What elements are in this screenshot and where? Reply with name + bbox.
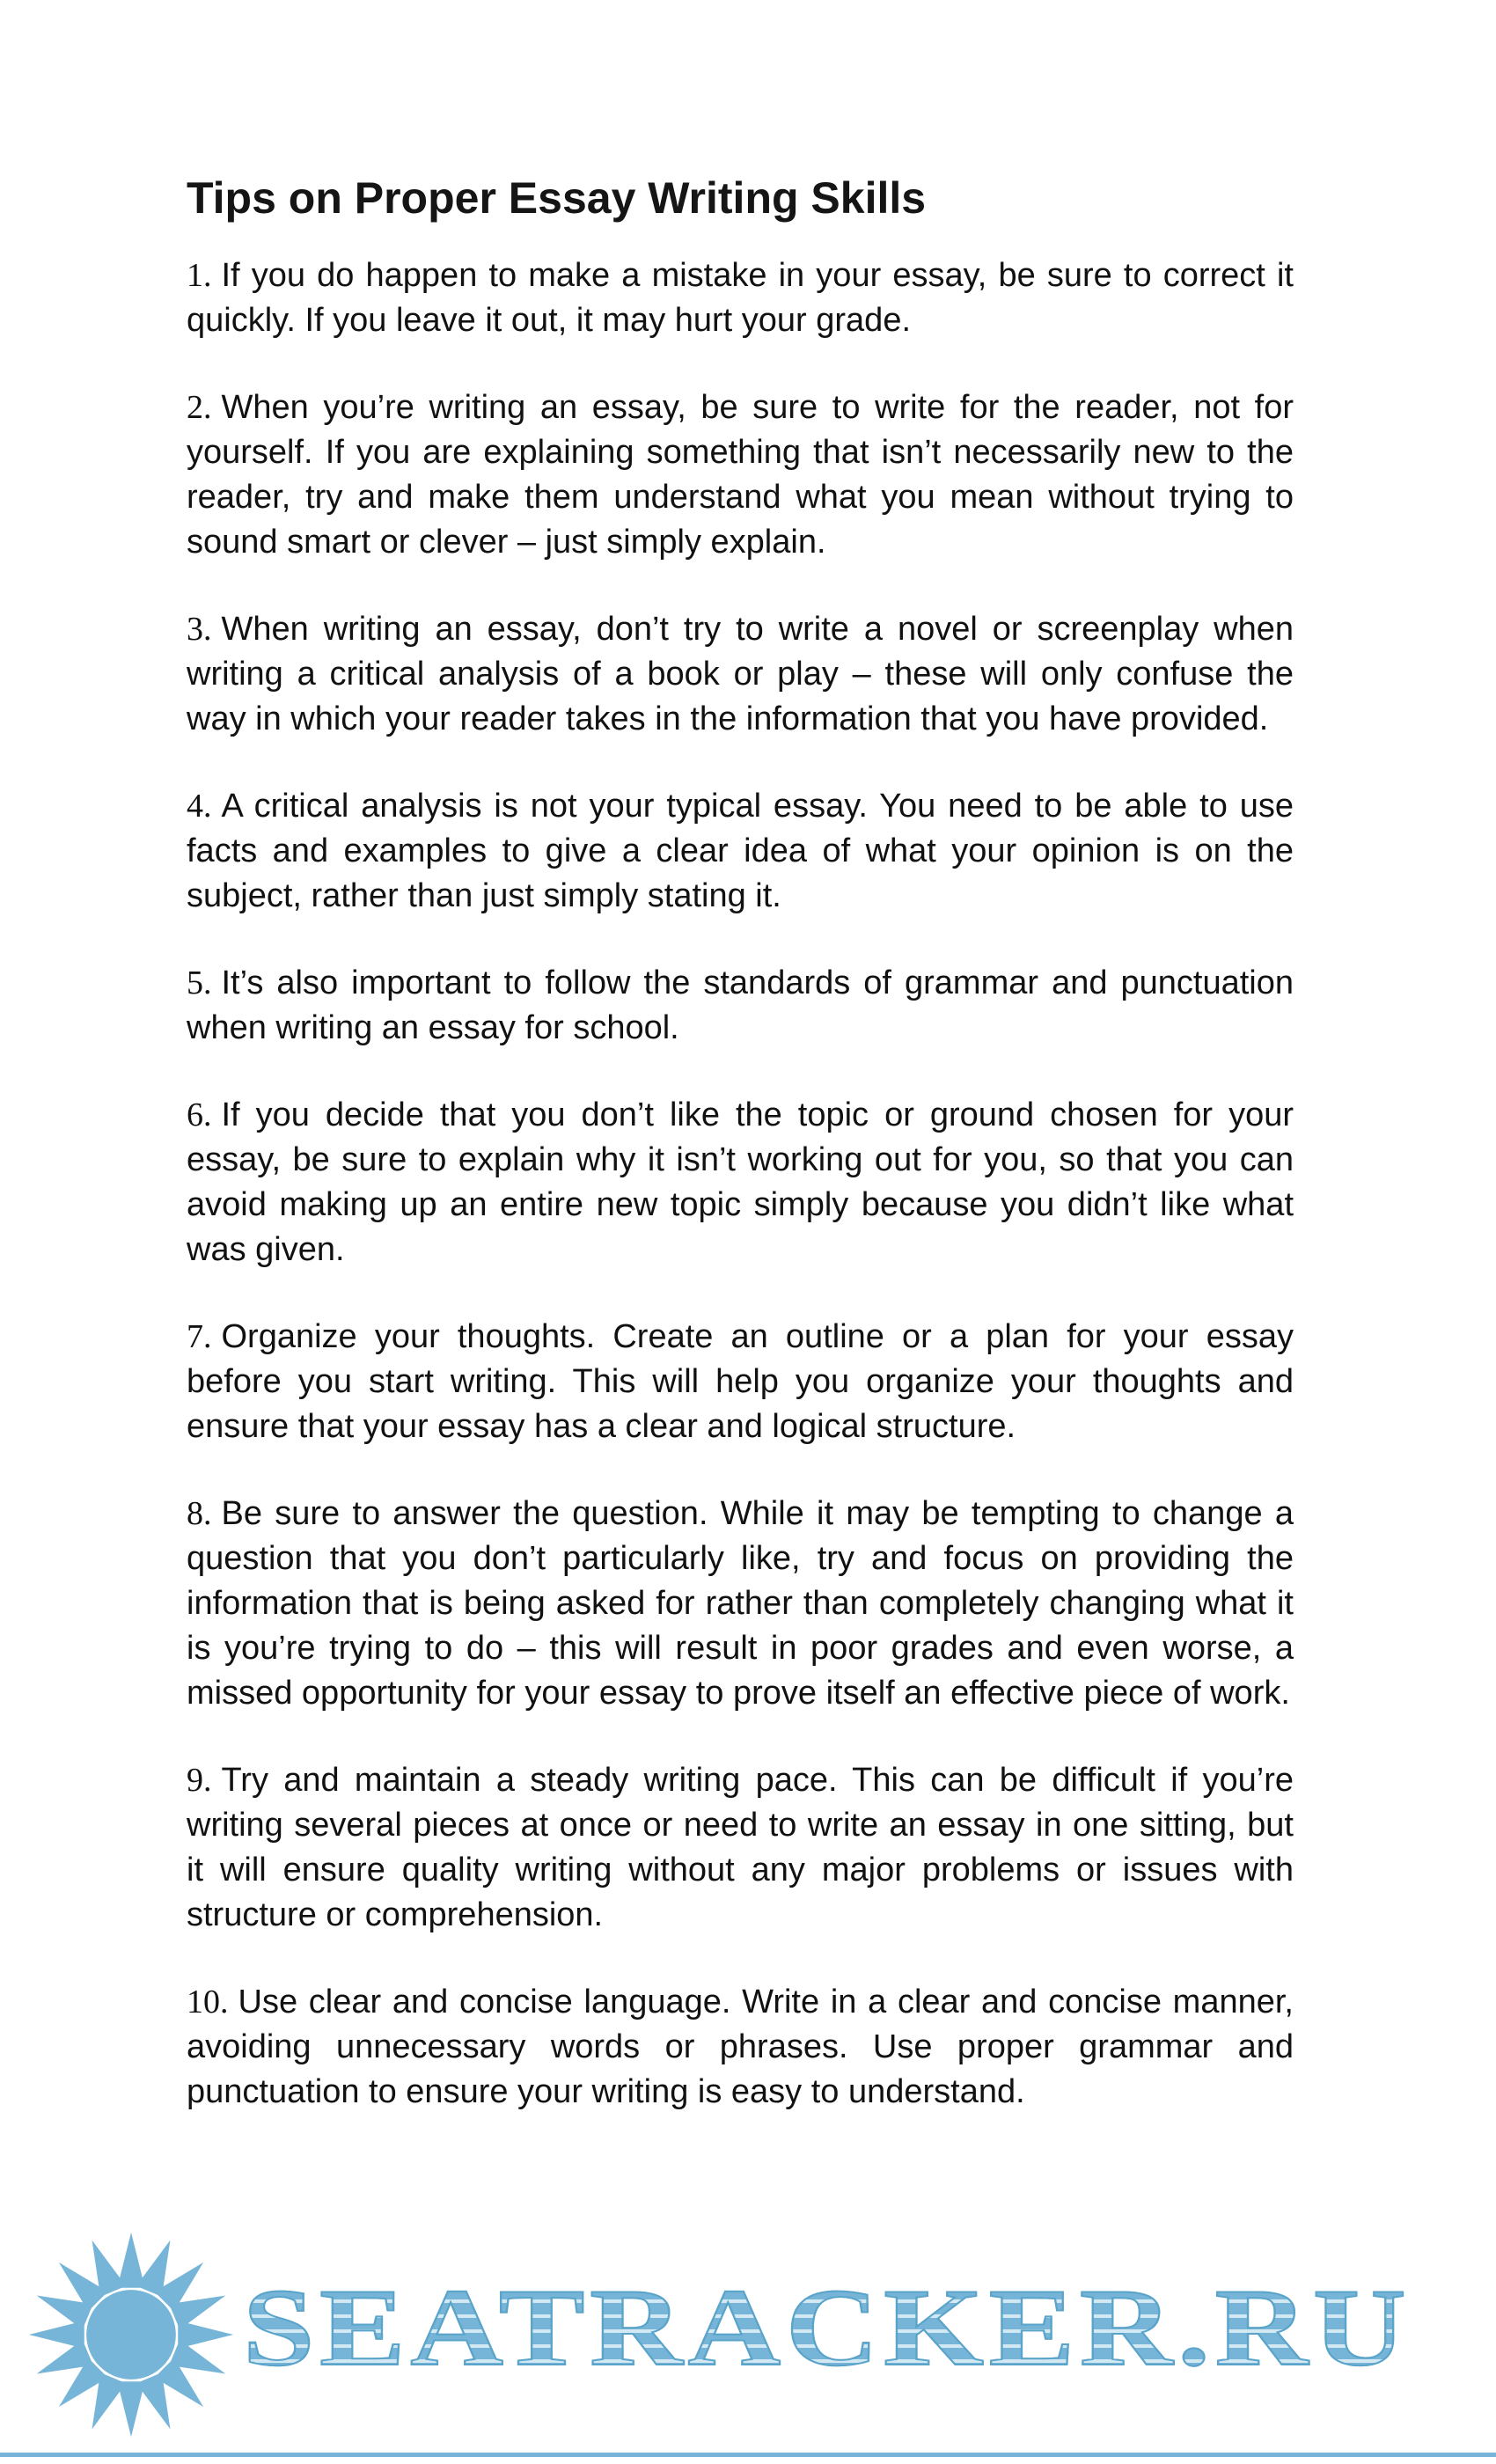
tip-number: 4. [187,788,212,825]
tip-text: When you’re writing an essay, be sure to write for the reader, not for yourself. If you are explaining something that isn’t necessarily new to the reader, try and make them understand what you mean without trying to sound smart or clever – just simply explain. [187,389,1294,561]
tip-text: Try and maintain a steady writing pace. This can be difficult if you’re writing several pieces at once or need to write an essay in one sitting, but it will ensure quality writing without any major problems or issues with structure or comprehension. [187,1762,1294,1933]
tip-paragraph [187,1980,1294,2115]
tip-paragraph [187,1093,1294,1272]
page-title: Tips on Proper Essay Writing Skills [187,173,927,223]
tip-paragraph [187,961,1294,1051]
tip-text: Use clear and concise language. Write in a clear and concise manner, avoiding unnecessary words or phrases. Use proper grammar and punctuation to ensure your writing is easy to understand. [187,1984,1294,2110]
tip-number: 10. [187,1984,229,2020]
tip-number: 3. [187,611,212,648]
tip-number: 6. [187,1096,212,1133]
tip-number: 7. [187,1318,212,1355]
tip-text: When writing an essay, don’t try to write a novel or screenplay when writing a critical analysis of a book or play – these will only confuse the way in which your reader takes in the information that you have provided. [187,611,1294,737]
tip-text: If you do happen to make a mistake in your essay, be sure to correct it quickly. If you leave it out, it may hurt your grade. [187,257,1294,339]
watermark-text: SEATRACKER.RU [243,2273,1411,2396]
tip-paragraph [187,607,1294,742]
sun-icon [25,2228,238,2441]
tip-paragraph [187,385,1294,565]
tip-text: Organize your thoughts. Create an outline or a plan for your essay before you start writing. This will help you organize your thoughts and ensure that your essay has a clear and logical structure. [187,1318,1294,1445]
tip-number: 8. [187,1495,212,1532]
tip-number: 9. [187,1762,212,1799]
document-body [187,172,1294,2157]
tip-text: Be sure to answer the question. While it may be tempting to change a question that you don’t particularly like, try and focus on providing the information that is being asked for rather than completely changing what it is you’re trying to do – this will result in poor grades and even worse, a missed opportunity for your essay to prove itself an effective piece of work. [187,1495,1294,1712]
footer-line [0,2453,1496,2457]
tip-number: 5. [187,964,212,1001]
tip-paragraph [187,784,1294,919]
tip-text: It’s also important to follow the standards of grammar and punctuation when writing an essay for school. [187,964,1294,1046]
watermark [25,2228,1412,2441]
tip-paragraph [187,1492,1294,1716]
tip-number: 1. [187,257,212,294]
tip-text: If you decide that you don’t like the topic or ground chosen for your essay, be sure to explain why it isn’t working out for you, so that you can avoid making up an entire new topic simply because you didn’t like what was given. [187,1096,1294,1268]
tip-number: 2. [187,389,212,426]
tip-text: A critical analysis is not your typical essay. You need to be able to use facts and examples to give a clear idea of what your opinion is on the subject, rather than just simply stating it. [187,788,1294,914]
tip-paragraph [187,1758,1294,1938]
tip-paragraph [187,253,1294,343]
tip-paragraph [187,1315,1294,1449]
